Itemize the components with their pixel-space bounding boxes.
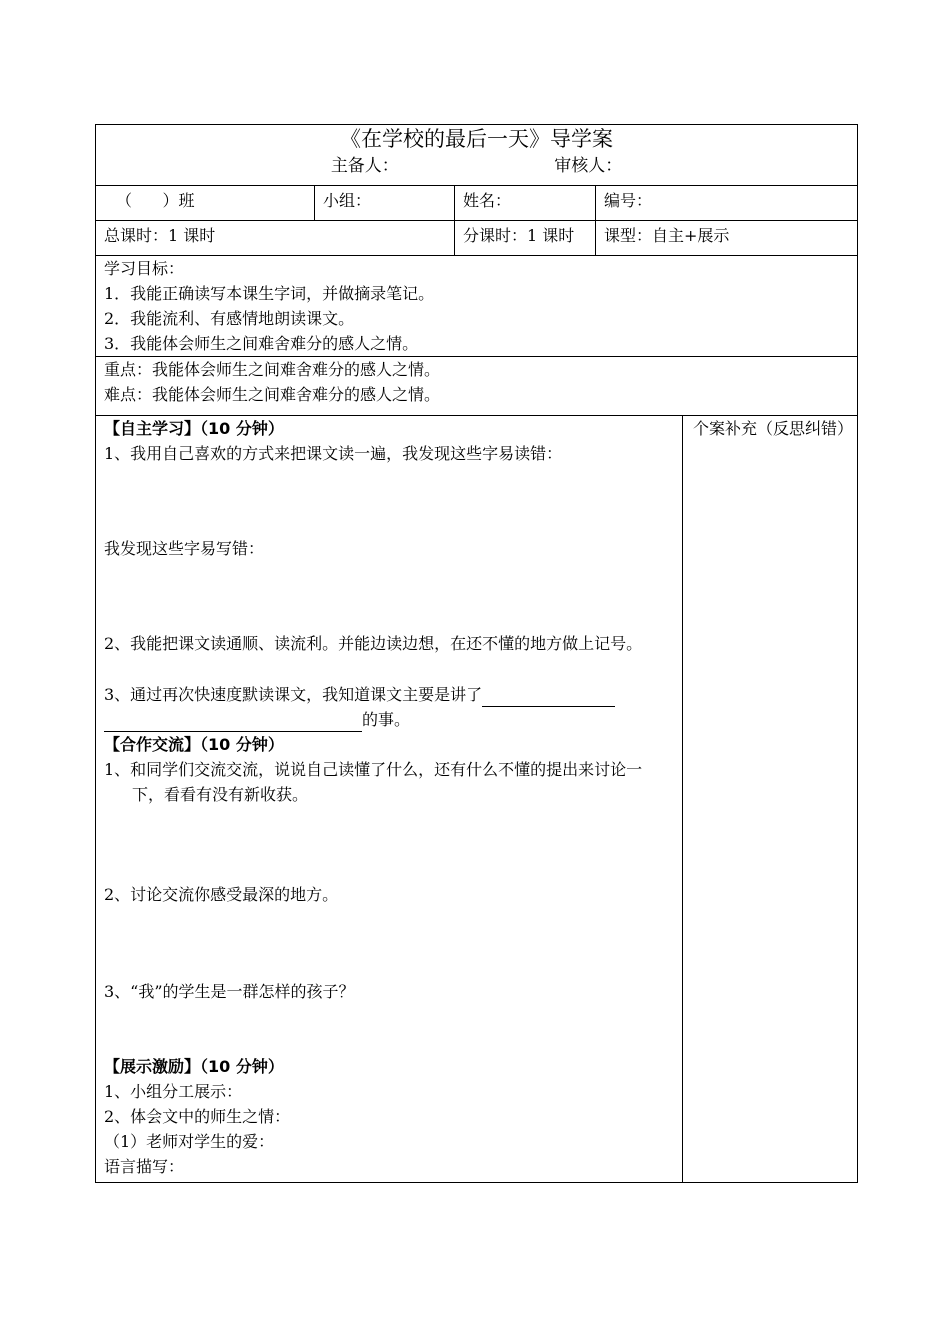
objectives-heading: 学习目标： bbox=[104, 259, 185, 278]
total-hours: 总课时：1 课时 bbox=[104, 226, 216, 245]
display-q1: 1、小组分工展示： bbox=[104, 1082, 243, 1101]
total-hours-cell bbox=[96, 221, 455, 256]
self-study-title: 【自主学习】 bbox=[104, 419, 201, 438]
split-hours: 分课时：1 课时 bbox=[463, 226, 575, 245]
guide-table bbox=[95, 124, 858, 1183]
objective-item: 2．我能流利、有感情地朗读课文。 bbox=[104, 309, 355, 328]
reflection-label: 个案补充（反思纠错） bbox=[693, 419, 854, 438]
difficulty-point: 难点：我能体会师生之间难舍难分的感人之情。 bbox=[104, 385, 441, 404]
key-point: 重点：我能体会师生之间难舍难分的感人之情。 bbox=[104, 360, 441, 379]
cooperation-time: （10 分钟） bbox=[200, 735, 284, 754]
class-cell bbox=[96, 186, 315, 221]
number-label: 编号： bbox=[604, 191, 653, 210]
answer-space bbox=[104, 656, 674, 682]
self-study-time: （10 分钟） bbox=[200, 419, 284, 438]
display-q2-sub: （1）老师对学生的爱： bbox=[104, 1132, 275, 1151]
reflection-cell bbox=[683, 416, 858, 1183]
focus-cell bbox=[96, 357, 858, 416]
split-hours-cell bbox=[455, 221, 596, 256]
class-label: （ ）班 bbox=[116, 191, 195, 210]
objective-item: 3．我能体会师生之间难舍难分的感人之情。 bbox=[104, 334, 419, 353]
self-study-q3-cont bbox=[104, 707, 674, 732]
cooperation-q3: 3、“我”的学生是一群怎样的孩子？ bbox=[104, 982, 355, 1001]
answer-space bbox=[104, 907, 674, 979]
self-study-q3-start: 3、通过再次快速度默读课文，我知道课文主要是讲了 bbox=[104, 685, 483, 704]
name-cell bbox=[455, 186, 596, 221]
answer-space bbox=[104, 1004, 674, 1054]
answer-space bbox=[104, 807, 674, 882]
answer-space bbox=[104, 561, 674, 631]
self-study-q3 bbox=[104, 682, 674, 707]
self-study-q1b: 我发现这些字易写错： bbox=[104, 539, 265, 558]
lesson-sheet bbox=[95, 124, 857, 1183]
preparer-label: 主备人： bbox=[330, 156, 399, 176]
main-content-cell bbox=[96, 416, 683, 1183]
self-study-q1: 1、我用自己喜欢的方式来把课文读一遍，我发现这些字易读错： bbox=[104, 444, 563, 463]
group-label: 小组： bbox=[323, 191, 372, 210]
number-cell bbox=[596, 186, 858, 221]
self-study-q3-end: 的事。 bbox=[362, 710, 411, 729]
display-time: （10 分钟） bbox=[200, 1057, 284, 1076]
display-title: 【展示激励】 bbox=[104, 1057, 201, 1076]
objectives-cell bbox=[96, 256, 858, 357]
cooperation-title: 【合作交流】 bbox=[104, 735, 201, 754]
name-label: 姓名： bbox=[463, 191, 512, 210]
group-cell bbox=[315, 186, 455, 221]
reviewer-label: 审核人： bbox=[554, 156, 623, 176]
self-study-q2: 2、我能把课文读通顺、读流利。并能边读边想，在还不懂的地方做上记号。 bbox=[104, 634, 643, 653]
objective-item: 1．我能正确读写本课生字词，并做摘录笔记。 bbox=[104, 284, 435, 303]
title-cell bbox=[96, 125, 858, 186]
display-q2: 2、体会文中的师生之情： bbox=[104, 1107, 291, 1126]
cooperation-heading bbox=[104, 732, 674, 757]
fill-blank-line[interactable] bbox=[482, 688, 615, 707]
document-title: 《在学校的最后一天》导学案 bbox=[340, 127, 614, 151]
display-q2-sub-a: 语言描写： bbox=[104, 1157, 185, 1176]
fill-blank-line[interactable] bbox=[104, 713, 362, 732]
display-heading bbox=[104, 1054, 674, 1079]
lesson-type-cell bbox=[596, 221, 858, 256]
cooperation-q2: 2、讨论交流你感受最深的地方。 bbox=[104, 885, 339, 904]
self-study-heading bbox=[104, 416, 674, 441]
answer-space bbox=[104, 466, 674, 536]
lesson-type: 课型：自主+展示 bbox=[604, 226, 730, 245]
cooperation-q1: 1、和同学们交流交流，说说自己读懂了什么，还有什么不懂的提出来讨论一下，看看有没有新收获。 bbox=[104, 760, 643, 804]
authors-line bbox=[104, 153, 849, 179]
